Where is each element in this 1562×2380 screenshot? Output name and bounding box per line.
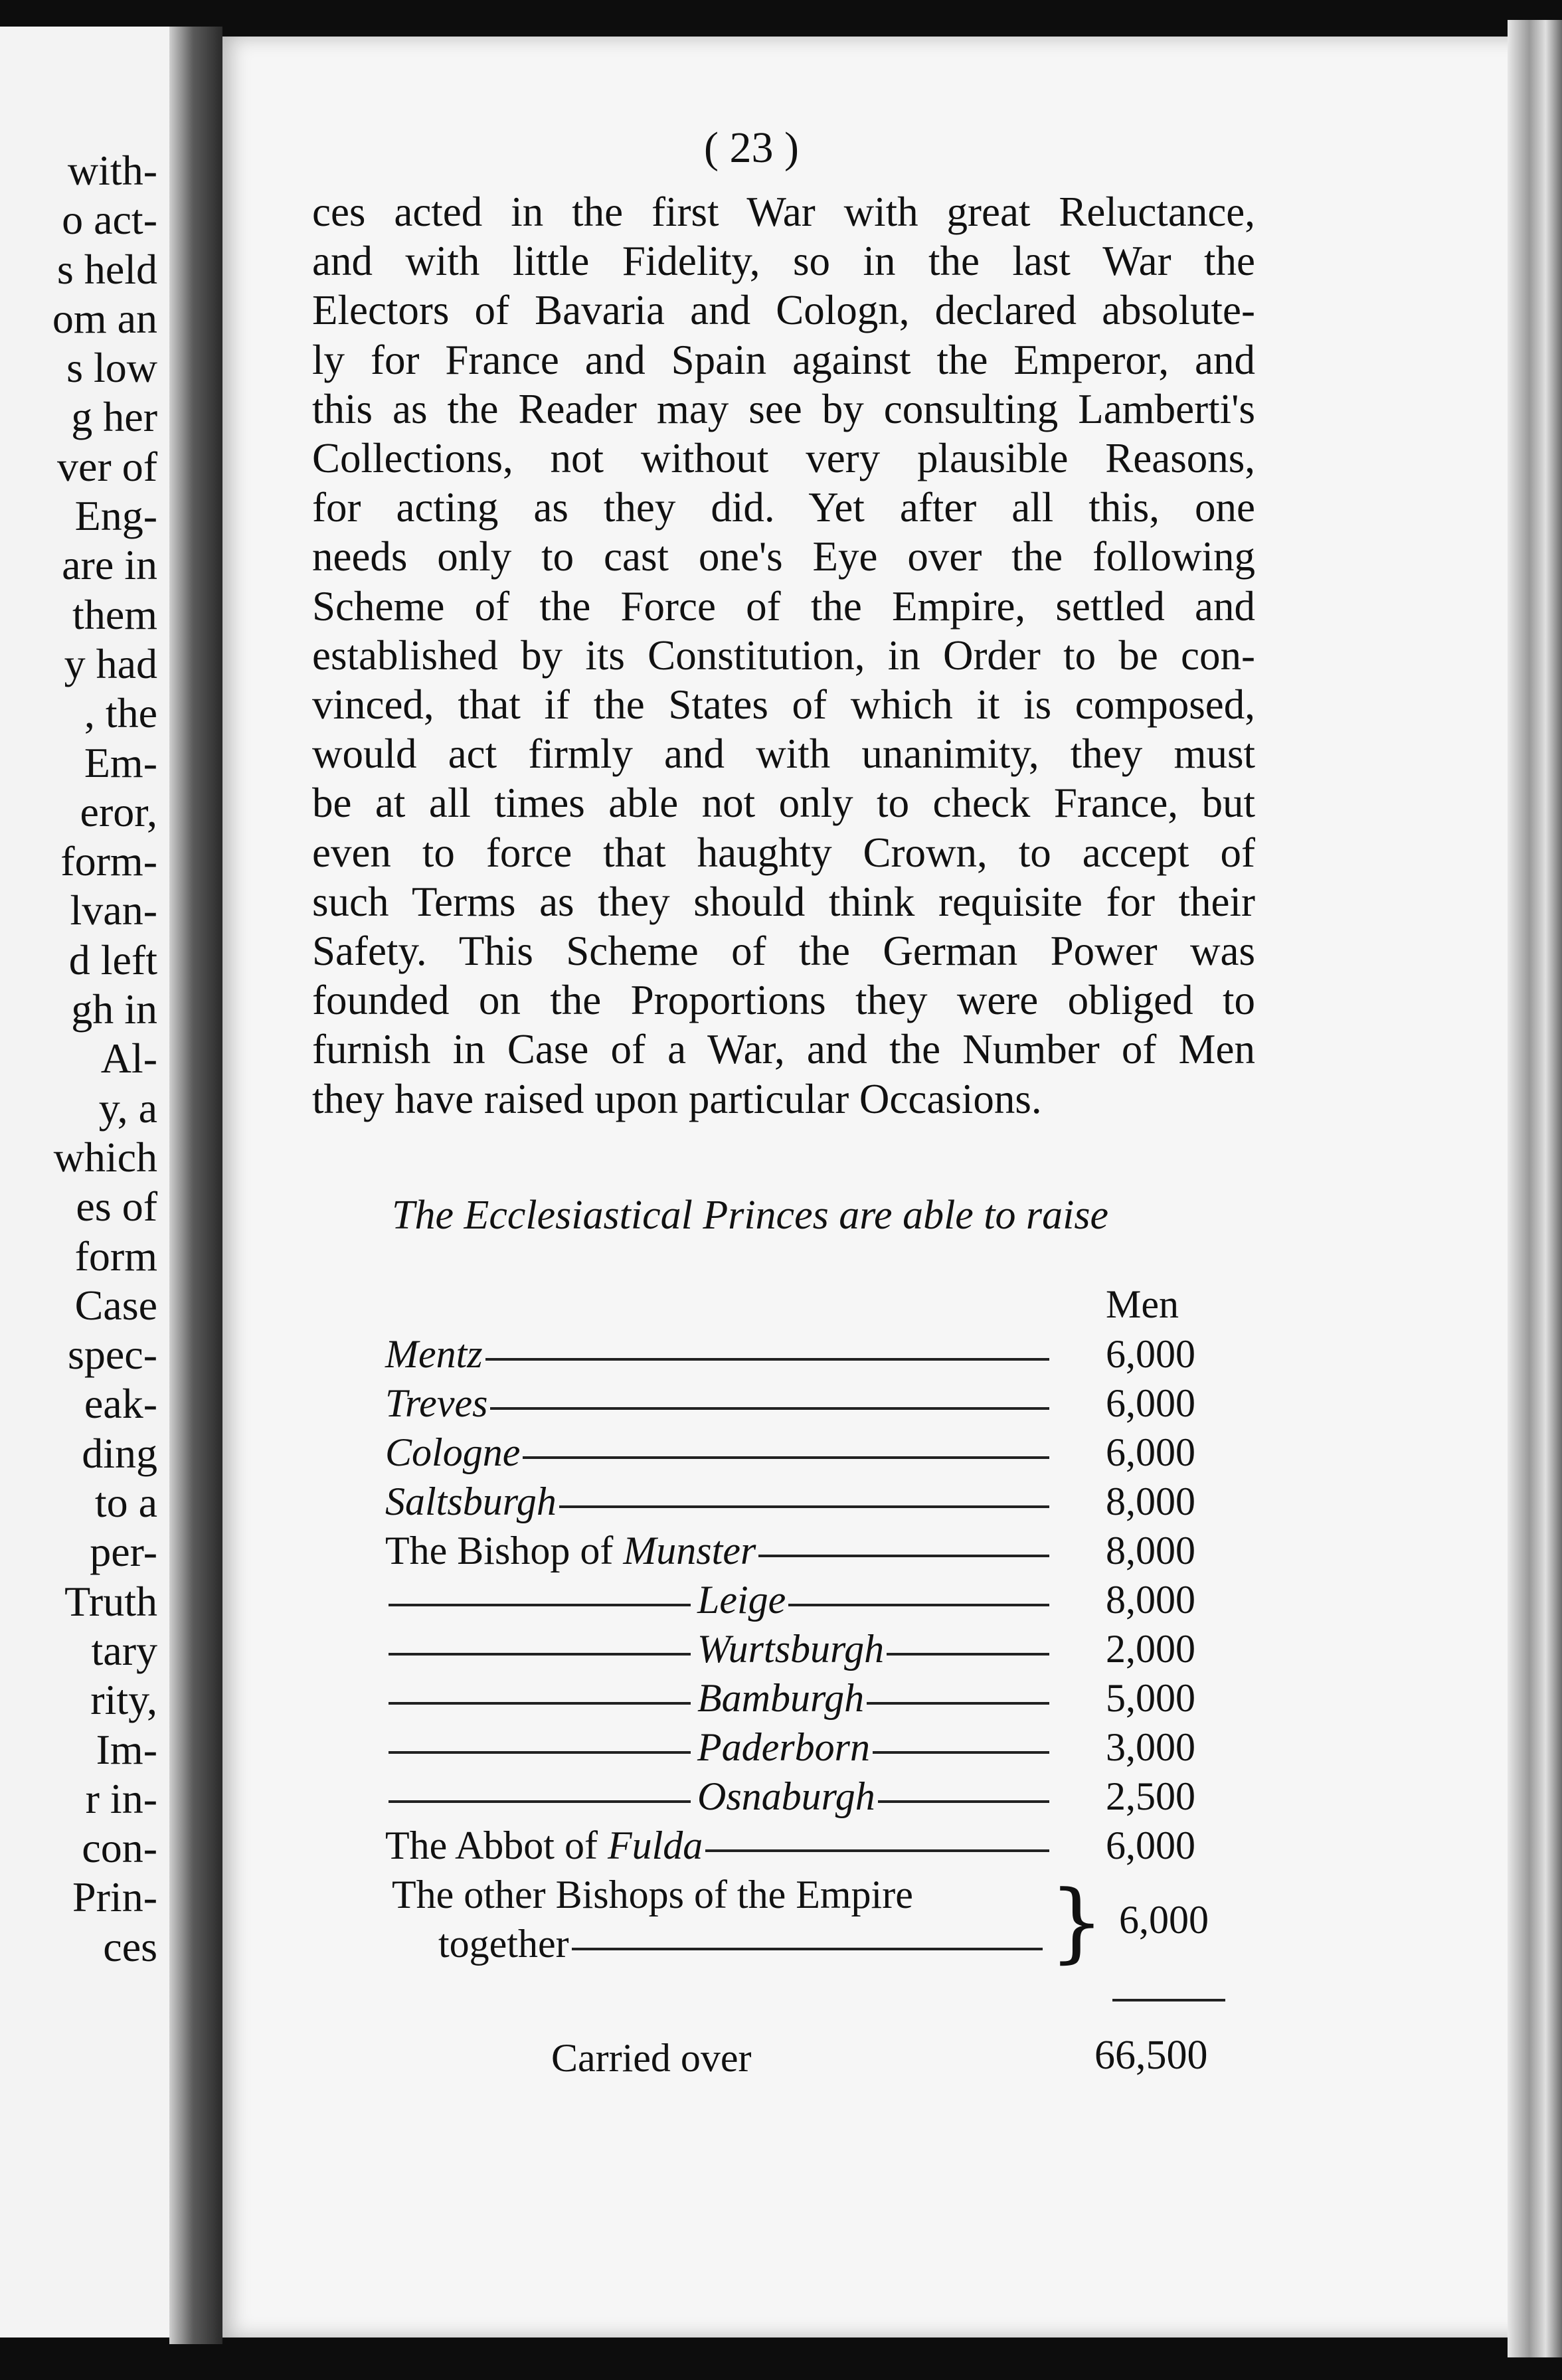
levy-name xyxy=(385,1479,557,1525)
facing-page-line: form- xyxy=(60,837,157,885)
leader-rule xyxy=(523,1456,1049,1459)
leader-rule xyxy=(758,1555,1049,1557)
levy-row xyxy=(385,1430,1262,1479)
body-line: would act firmly and with unanimity, they must xyxy=(312,730,1255,778)
facing-page-line: Al- xyxy=(100,1035,157,1082)
ditto-rule xyxy=(389,1800,691,1803)
levy-table xyxy=(385,1331,1262,1972)
table-heading: The Ecclesiastical Princes are able to raise xyxy=(392,1193,1109,1238)
levy-value: 6,000 xyxy=(1106,1824,1195,1867)
levy-place: Munster xyxy=(623,1529,756,1572)
levy-value: 3,000 xyxy=(1106,1725,1195,1769)
facing-page-line: which xyxy=(53,1133,157,1181)
body-line: furnish in Case of a War, and the Number of Men xyxy=(312,1026,1255,1073)
body-line: founded on the Proportions they were obliged to xyxy=(312,977,1255,1024)
facing-page-line: ver of xyxy=(56,442,157,490)
facing-page-line: them xyxy=(72,590,157,638)
facing-page-line: Prin- xyxy=(72,1873,157,1921)
levy-value: 8,000 xyxy=(1106,1578,1195,1622)
levy-value: 5,000 xyxy=(1106,1676,1195,1720)
leader-rule xyxy=(867,1702,1049,1705)
facing-page-line: es of xyxy=(76,1183,157,1231)
levy-place: Bamburgh xyxy=(697,1676,865,1720)
levy-prefix: The Abbot of xyxy=(385,1824,598,1867)
levy-value: 6,000 xyxy=(1106,1381,1195,1425)
levy-row xyxy=(385,1577,1262,1626)
levy-name xyxy=(697,1725,870,1770)
carried-over-value: 66,500 xyxy=(1094,2033,1208,2078)
levy-row xyxy=(385,1725,1262,1774)
body-line: even to force that haughty Crown, to accept of xyxy=(312,829,1255,876)
levy-row-other-bishops xyxy=(385,1872,1262,1972)
levy-name xyxy=(385,1430,520,1476)
body-line: ces acted in the first War with great Reluctance, xyxy=(312,189,1255,235)
levy-prefix: The Bishop of xyxy=(385,1529,614,1572)
levy-place: Treves xyxy=(385,1381,488,1425)
levy-place-continued: together xyxy=(438,1922,569,1966)
levy-row xyxy=(385,1774,1262,1823)
carried-over-label: Carried over xyxy=(551,2036,752,2080)
facing-page-line: spec- xyxy=(67,1331,157,1379)
body-line: vinced, that if the States of which it is composed, xyxy=(312,681,1255,728)
facing-page-line: form xyxy=(74,1232,157,1280)
levy-row xyxy=(385,1823,1262,1872)
body-line: this as the Reader may see by consulting Lamberti's xyxy=(312,385,1255,432)
facing-page-line: g her xyxy=(71,393,157,441)
body-line: established by its Constitution, in Order to be con- xyxy=(312,632,1255,679)
facing-page-line: s low xyxy=(66,344,157,392)
facing-page xyxy=(0,27,169,2338)
body-line: Scheme of the Force of the Empire, settled and xyxy=(312,582,1255,630)
ditto-rule xyxy=(389,1702,691,1705)
body-line: for acting as they did. Yet after all this, one xyxy=(312,484,1255,531)
levy-name xyxy=(385,1381,487,1426)
levy-place: Wurtsburgh xyxy=(697,1627,885,1671)
facing-page-line: y had xyxy=(64,639,157,687)
brace-icon: } xyxy=(1049,1871,1104,1972)
levy-value: 2,000 xyxy=(1106,1627,1195,1671)
levy-place: Saltsburgh xyxy=(385,1480,557,1523)
levy-value: 6,000 xyxy=(1106,1332,1195,1376)
facing-page-line: with- xyxy=(67,147,157,194)
body-line: they have raised upon particular Occasions. xyxy=(312,1075,1042,1122)
leader-rule xyxy=(559,1505,1049,1508)
levy-place: The other Bishops of the Empire xyxy=(392,1873,913,1916)
leader-rule xyxy=(705,1849,1049,1852)
levy-value: 8,000 xyxy=(1106,1529,1195,1572)
facing-page-line: om an xyxy=(52,294,157,342)
page-number: ( 23 ) xyxy=(704,124,799,172)
levy-value: 2,500 xyxy=(1106,1774,1195,1818)
leader-rule xyxy=(878,1800,1049,1803)
facing-page-line: y, a xyxy=(98,1084,157,1132)
body-line: Electors of Bavaria and Cologn, declared absolute- xyxy=(312,287,1255,334)
levy-row xyxy=(385,1626,1262,1675)
levy-place: Paderborn xyxy=(697,1725,870,1769)
body-line: and with little Fidelity, so in the last War the xyxy=(312,238,1255,285)
facing-page-line: gh in xyxy=(71,985,157,1033)
levy-value: 8,000 xyxy=(1106,1480,1195,1523)
leader-rule xyxy=(485,1358,1049,1361)
leader-rule xyxy=(873,1751,1049,1754)
body-line: Collections, not without very plausible Reasons, xyxy=(312,435,1255,482)
facing-page-line: Truth xyxy=(64,1577,157,1625)
body-line: such Terms as they should think requisite for their xyxy=(312,878,1255,925)
levy-row xyxy=(385,1528,1262,1577)
facing-page-line: Em- xyxy=(84,738,157,786)
levy-value: 6,000 xyxy=(1106,1430,1195,1474)
leader-rule xyxy=(572,1948,1043,1950)
body-line: ly for France and Spain against the Emperor, and xyxy=(312,336,1255,383)
levy-place: Mentz xyxy=(385,1332,483,1376)
body-line: Safety. This Scheme of the German Power was xyxy=(312,928,1255,975)
body-line: be at all times able not only to check France, but xyxy=(312,780,1255,827)
facing-page-line: o act- xyxy=(62,196,157,244)
facing-page-line: Case xyxy=(74,1281,157,1329)
facing-page-line: Im- xyxy=(96,1725,157,1773)
levy-place: Osnaburgh xyxy=(697,1774,875,1818)
leader-rule xyxy=(788,1604,1049,1606)
facing-page-line: lvan- xyxy=(70,887,157,934)
levy-row xyxy=(385,1381,1262,1430)
ditto-rule xyxy=(389,1604,691,1606)
facing-page-line: s held xyxy=(56,245,157,293)
levy-name xyxy=(385,1528,756,1574)
facing-page-line: ding xyxy=(82,1429,157,1477)
ditto-rule xyxy=(389,1751,691,1754)
levy-row xyxy=(385,1331,1262,1381)
facing-page-line: per- xyxy=(90,1528,157,1576)
facing-page-line: ces xyxy=(103,1922,157,1970)
levy-row xyxy=(385,1479,1262,1528)
levy-name xyxy=(697,1675,864,1721)
facing-page-line: rity, xyxy=(90,1676,157,1724)
facing-page-line: Eng- xyxy=(74,492,157,540)
levy-place: Cologne xyxy=(385,1430,521,1474)
unit-header: Men xyxy=(1106,1282,1179,1326)
facing-page-line: tary xyxy=(91,1626,157,1674)
facing-page-line: are in xyxy=(62,541,157,589)
facing-page-line: con- xyxy=(82,1824,157,1872)
facing-page-line: r in- xyxy=(85,1774,157,1822)
levy-name xyxy=(697,1774,875,1820)
facing-page-line: to a xyxy=(94,1479,157,1527)
levy-place: Leige xyxy=(697,1578,786,1622)
facing-page-line: eror, xyxy=(80,788,157,835)
facing-page-line: , the xyxy=(84,689,157,737)
facing-page-line: eak- xyxy=(84,1380,157,1428)
body-paragraph xyxy=(312,187,1255,1124)
levy-place: Fulda xyxy=(607,1824,703,1867)
sum-rule xyxy=(1112,1999,1225,2001)
ditto-rule xyxy=(389,1653,691,1656)
body-line: needs only to cast one's Eye over the following xyxy=(312,533,1255,580)
levy-name xyxy=(385,1823,703,1869)
facing-page-line: d left xyxy=(68,936,157,983)
leader-rule xyxy=(887,1653,1049,1656)
book-gutter xyxy=(169,27,222,2344)
page-edge xyxy=(1508,20,1562,2357)
levy-name xyxy=(697,1577,786,1623)
levy-row xyxy=(385,1675,1262,1725)
facing-page-text xyxy=(52,146,157,1972)
levy-value: 6,000 xyxy=(1119,1898,1209,1942)
levy-name xyxy=(697,1626,884,1672)
leader-rule xyxy=(490,1407,1049,1410)
levy-name xyxy=(385,1331,483,1377)
